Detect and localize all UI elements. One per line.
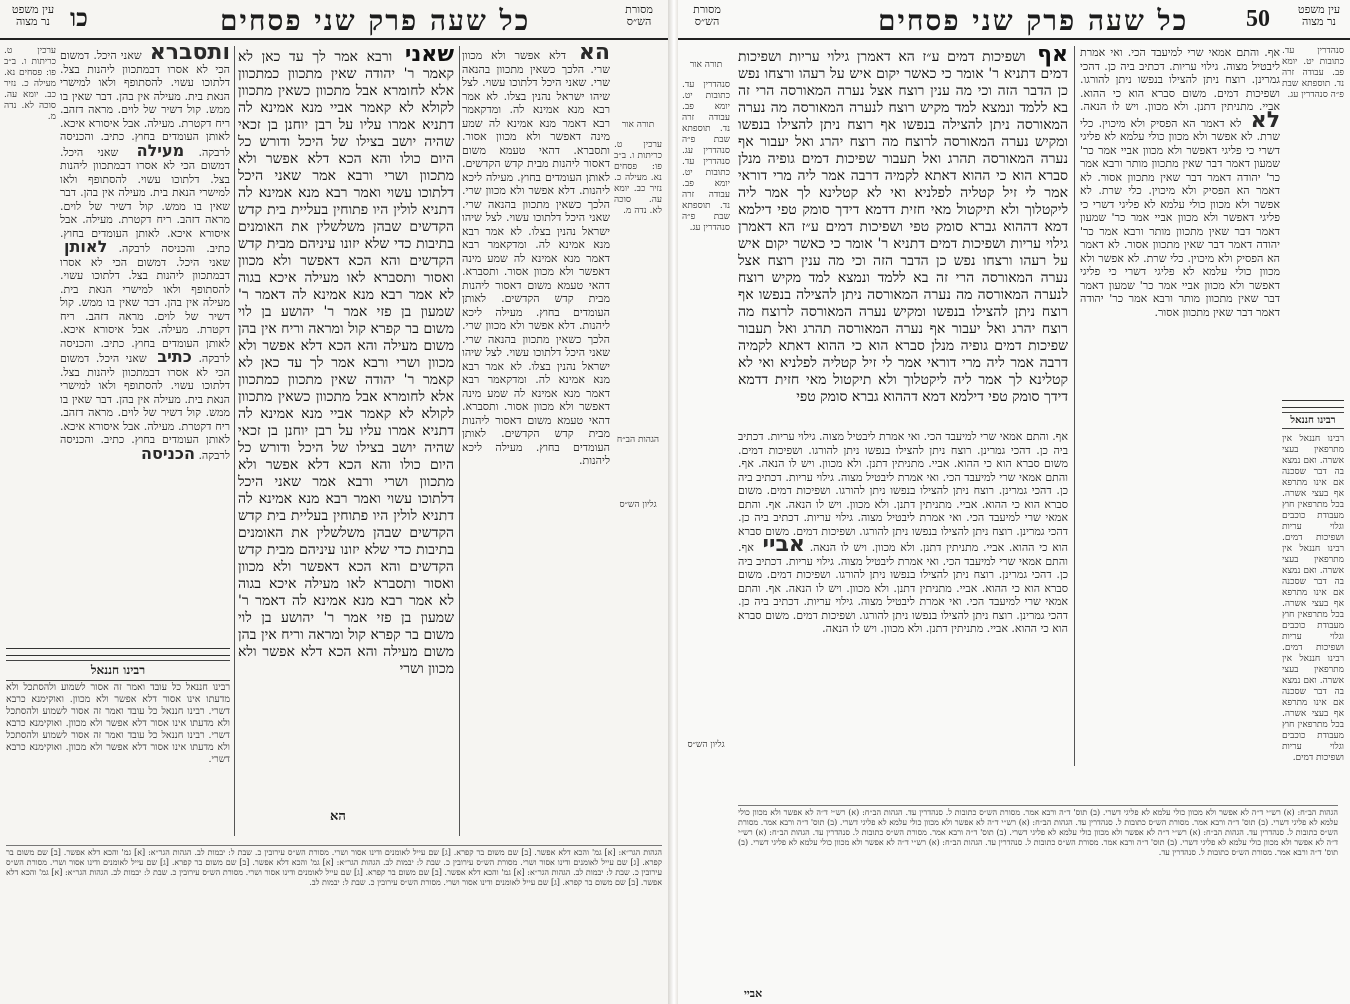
right-footer-text-4: הגהות הב״ח: (א) רש״י ד״ה לא אפשר ולא מכוון כולי עלמא לא פליגי דשרי. (ב) תוס' ד״ה ורבא אמר. מסורת הש״ס כתובות ל. סנהדרין עד. xyxy=(812,828,1244,837)
right-margin-notes xyxy=(682,80,730,720)
left-dibbur-meilah: מעילה xyxy=(136,140,185,160)
right-column-divider xyxy=(1074,46,1075,766)
left-footer-text-5: הגהות הגר״א: [א] גמ' והכא דלא אפשר. [ב] שם משום בר קפרא. [ג] שם עייל לאומנים ודינו אסור ושרי. מסורת הש״ס עירובין כ. שבת ל: יבמות לב. xyxy=(6,868,662,887)
right-margin-notes-1: סנהדרין עד. כתובות יט. יומא פב. עבודה זרה נד. תוספתא שבת פ״ה סנהדרין עג. xyxy=(682,80,730,156)
right-dibbur-lo: לא xyxy=(1250,107,1280,133)
left-footer-text-2: הגהות הגר״א: [א] גמ' והכא דלא אפשר. [ב] שם משום בר קפרא. [ג] שם עייל לאומנים ודינו אסור ושרי. מסורת הש״ס עירובין כ. שבת ל: יבמות לב. xyxy=(6,848,662,867)
left-column-divider-left xyxy=(234,46,235,836)
right-ein-mishpat-margin: סנהדרין עד. כתובות יט. יומא פב. עבודה זרה נד. תוספתא שבת פ״ה סנהדרין עג. xyxy=(1282,46,1344,100)
left-gilyon-label: גליון הש״ס xyxy=(619,500,657,510)
right-commentary-right xyxy=(1080,46,1280,666)
right-talmud-page xyxy=(678,0,1350,1004)
right-chananel-flourish xyxy=(1282,400,1344,408)
left-commentary-right xyxy=(462,46,610,836)
left-column-divider-right xyxy=(459,46,460,836)
left-footer-text-3: הגהות הגר״א: [א] גמ' והכא דלא אפשר. [ב] שם משום בר קפרא. [ג] שם עייל לאומנים ודינו אסור ושרי. מסורת הש״ס עירובין כ. שבת ל: יבמות לב. xyxy=(6,858,662,877)
right-footer-text-1: הגהות הב״ח: (א) רש״י ד״ה לא אפשר ולא מכוון כולי עלמא לא פליגי דשרי. (ב) תוס' ד״ה ורבא אמר. מסורת הש״ס כתובות ל. סנהדרין עד. xyxy=(905,808,1338,817)
left-corner-ref-ner-mitzvah: נר מצוה xyxy=(16,15,50,28)
left-footer-notes xyxy=(6,845,662,998)
left-dibbur-vetisbara: ותסברא xyxy=(149,46,230,65)
left-corner-ref-ein-mishpat: עין משפט xyxy=(11,3,55,16)
right-margin-notes-2: סנהדרין עד. כתובות יט. יומא פב. עבודה זרה נד. תוספתא שבת פ״ה סנהדרין עג. xyxy=(682,157,730,233)
right-commentary-left-text-cont2: אף. והתם אמאי שרי למיעבד הכי. ואי אמרת ליבטיל מצוה. גילוי עריות. דכתיב ביה כן. דהכי גמרינן. רוצח ניתן להצילו בנפשו ניתן להורגו. ושפיכות דמים. משום סברא הוא כי ההוא. אביי. מתניתין דתנן. ולא מכוון. ויש לו הנאה. xyxy=(738,497,1068,554)
left-catchword: הא xyxy=(330,809,346,824)
right-commentary-left-text-cont3: אף. והתם אמאי שרי למיעבד הכי. ואי אמרת ליבטיל מצוה. גילוי עריות. דכתיב ביה כן. דהכי גמרינן. רוצח ניתן להצילו בנפשו ניתן להורגו. ושפיכות דמים. משום סברא הוא כי ההוא. אביי. מתניתין דתנן. ולא מכוון. ויש לו הנאה. xyxy=(738,541,1068,595)
right-dibbur-abaye: אביי xyxy=(762,532,805,557)
left-margin-notes: ערכין ט. כריתות ו. ב״ב פו: פסחים נא. מעילה כ. נזיר כב. יומא עה. סוכה לא. נדה מ. xyxy=(614,140,662,216)
right-gemara-text: ושפיכות דמים ע״ז הא דאמרן גילוי עריות ושפיכות דמים דתניא ר' אומר כי כאשר יקום איש על רעהו ורצחו נפש כן הדבר הזה וכי מה ענין רוצח אצל נערה המאורסה הרי זה בא ללמד ונמצא למד מקיש רוצח לנערה המאורסה מה נערה המאורסה ניתן להצילה בנפשו אף רוצח ניתן להצילו בנפשו ומקיש נערה המאורסה לרוצח מה רוצח יהרג ואל יעבור אף נערה המאורסה תהרג ואל תעבור שפיכות דמים גופיה מנלן סברא הוא כי ההוא דאתא לקמיה דרבה אמר ליה מרי דוראי אמר לי זיל קטליה לפלניא ואי לא קטלינא לך אמר ליה ליקטלוך ולא תיקטול מאי חזית דדמא דידך סומק טפי דילמא דמא דההוא גברא סומק טפי xyxy=(738,49,1068,235)
right-corner-ref-ein-mishpat: עין משפט xyxy=(1297,3,1341,16)
left-commentary-left-text-cont3: שאני היכל. דמשום הכי לא אסרו דבמתכוון ליהנות בצל. דלתוכו עשוי. להסתופף ולאו למישרי הנאת בית. מעילה אין בהן. דבר שאין בו ממש. קול דשיר של לוים. מראה דזהב. ריח דקטרת. מעילה. אבל איסורא איכא. לאותן העומדים בחוץ. כתיב. והכניסה לרבקה. xyxy=(60,352,230,462)
right-page-header xyxy=(678,4,1350,40)
left-dibbur-ktiv: כתיב xyxy=(157,347,192,366)
right-dibbur-af: אף xyxy=(1037,46,1068,67)
right-commentary-left xyxy=(738,430,1068,760)
left-gemara-text: ורבא אמר לך עד כאן לא קאמר ר' יהודה שאין מתכוון כמתכוון אלא לחומרא אבל מתכוון כשאין מתכוון לקולא לא קאמר אביי מנא אמינא לה דתניא אמרו עליו על רבן יוחנן בן זכאי שהיה יושב בצילו של היכל ודורש כל היום כולו והא הכא דלא אפשר ולא מתכוון ושרי ורבא אמר שאני היכל דלתוכו עשוי ואמר רבא מנא אמינא לה דתניא לולין היו פתוחין בעליית בית קדש הקדשים שבהן משלשלין את האומנים בתיבות כדי שלא יזונו עיניהם מבית קדש הקדשים והא הכא דאפשר ולא מכוון ואסור ותסברא לאו מעילה איכא בגוה לא אמר רבא מנא אמינא לה דאמר ר' שמעון בן פזי אמר ר' יהושע בן לוי משום בר קפרא קול ומראה וריח אין בהן משום מעילה והא הכא דלא אפשר ולא מכוון ושרי xyxy=(238,49,454,371)
right-chananel-text-2: רבינו חננאל אין מתרפאין בעצי אשרה. ואם נמצא בה דבר שסכנה אם אינו מתרפא אף בעצי אשרה. בכל מתרפאין חוץ מעבודת כוכבים וגלוי עריות ושפיכות דמים. xyxy=(1282,544,1344,653)
right-torah-or-label: תורה אור xyxy=(689,60,723,70)
right-gemara-column xyxy=(738,46,1068,426)
right-chananel-text-3: רבינו חננאל אין מתרפאין בעצי אשרה. ואם נמצא בה דבר שסכנה אם אינו מתרפא אף בעצי אשרה. בכל מתרפאין חוץ מעבודת כוכבים וגלוי עריות ושפיכות דמים. xyxy=(1282,654,1344,763)
right-footer-text-3: הגהות הב״ח: (א) רש״י ד״ה לא אפשר ולא מכוון כולי עלמא לא פליגי דשרי. (ב) תוס' ד״ה ורבא אמר. מסורת הש״ס כתובות ל. סנהדרין עד. xyxy=(738,818,1338,837)
left-chananel-flourish xyxy=(6,648,230,656)
left-commentary-right-text-cont2: דלא אפשר ולא מכוון שרי. הלכך כשאין מתכוון בהנאה שרי. שאני היכל דלתוכו עשוי. לצל שיהו ישראל נהנין בצלו. לא אמר רבא מנא אמינא לה. ומדקאמר רבא דאמר מנא אמינא לה שמע מינה דאפשר ולא מכוון אסור. ותסברא. דהאי טעמא משום דאסור ליהנות מבית קדש הקדשים. לאותן העומדים בחוץ. מעילה ליכא ליהנות. xyxy=(462,319,610,467)
right-masoret-label: מסורת הש״ס xyxy=(693,3,721,28)
right-commentary-left-text-cont: אף. והתם אמאי שרי למיעבד הכי. ואי אמרת ליבטיל מצוה. גילוי עריות. דכתיב ביה כן. דהכי גמרינן. רוצח ניתן להצילו בנפשו ניתן להורגו. ושפיכות דמים. משום סברא הוא כי ההוא. אביי. מתניתין דתנן. ולא מכוון. ויש לו הנאה. xyxy=(738,457,1068,511)
left-chananel-text-2: רבינו חננאל כל עובד ואמר זה אסור לשמוע ולהסתכל ולא מדעתו אינו אסור דלא אפשר ולא מכוון. ואוקימנא כרבא דשרי. xyxy=(6,706,230,741)
left-footer-text-4: הגהות הגר״א: [א] גמ' והכא דלא אפשר. [ב] שם משום בר קפרא. [ג] שם עייל לאומנים ודינו אסור ושרי. מסורת הש״ס עירובין כ. שבת ל: יבמות לב. xyxy=(110,868,571,877)
left-gemara-column xyxy=(238,46,454,806)
left-rabbeinu-chananel-text xyxy=(6,682,230,832)
left-page-number: כו xyxy=(70,6,88,32)
left-dibbur-shani: שאני xyxy=(404,46,454,67)
right-footer-notes xyxy=(738,805,1338,998)
right-rabbeinu-chananel-text xyxy=(1282,434,1344,834)
left-commentary-left xyxy=(60,46,230,646)
book-gutter xyxy=(668,0,678,1004)
left-torah-or-label: תורה אור xyxy=(621,120,655,130)
right-page-number: 50 xyxy=(1246,6,1270,32)
right-rabbeinu-chananel-title: רבינו חננאל xyxy=(1282,412,1344,429)
right-commentary-left-text: אף. והתם אמאי שרי למיעבד הכי. ואי אמרת ליבטיל מצוה. גילוי עריות. דכתיב ביה כן. דהכי גמרינן. רוצח ניתן להצילו בנפשו ניתן להורגו. ושפיכות דמים. משום סברא הוא כי ההוא. אביי. מתניתין דתנן. ולא מכוון. ויש לו הנאה. xyxy=(738,430,1068,470)
right-commentary-left-text-cont4: אף. והתם אמאי שרי למיעבד הכי. ואי אמרת ליבטיל מצוה. גילוי עריות. דכתיב ביה כן. דהכי גמרינן. רוצח ניתן להצילו בנפשו ניתן להורגו. ושפיכות דמים. משום סברא הוא כי ההוא. אביי. מתניתין דתנן. ולא מכוון. ויש לו הנאה. xyxy=(738,581,1068,635)
left-dibbur-ha: הא xyxy=(578,46,610,65)
right-corner-ref-ner-mitzvah: נר מצוה xyxy=(1302,15,1336,28)
left-commentary-left-text-cont: שאני היכל. דמשום הכי לא אסרו דבמתכוון ליהנות בצל. דלתוכו עשוי. להסתופף ולאו למישרי הנאת בית. מעילה אין בהן. דבר שאין בו ממש. קול דשיר של לוים. מראה דזהב. ריח דקטרת. מעילה. אבל איסורא איכא. לאותן העומדים בחוץ. כתיב. והכניסה לרבקה. xyxy=(60,145,230,255)
left-commentary-right-text-cont: דלא אפשר ולא מכוון שרי. הלכך כשאין מתכוון בהנאה שרי. שאני היכל דלתוכו עשוי. לצל שיהו ישראל נהנין בצלו. לא אמר רבא מנא אמינא לה. ומדקאמר רבא דאמר מנא אמינא לה שמע מינה דאפשר ולא מכוון אסור. ותסברא. דהאי טעמא משום דאסור ליהנות מבית קדש הקדשים. לאותן העומדים בחוץ. מעילה ליכא ליהנות. xyxy=(462,184,610,332)
right-footer-text-2: הגהות הב״ח: (א) רש״י ד״ה לא אפשר ולא מכוון כולי עלמא לא פליגי דשרי. (ב) תוס' ד״ה ורבא אמר. מסורת הש״ס כתובות ל. סנהדרין עד. xyxy=(738,808,1338,827)
left-masoret-label: מסורת הש״ס xyxy=(625,3,653,28)
left-dibbur-leotan: לאותן xyxy=(64,237,108,256)
right-footer-text-6: הגהות הב״ח: (א) רש״י ד״ה לא אפשר ולא מכוון כולי עלמא לא פליגי דשרי. (ב) תוס' ד״ה ורבא אמר. מסורת הש״ס כתובות ל. סנהדרין עד. xyxy=(738,838,1338,857)
left-commentary-left-text-cont2: שאני היכל. דמשום הכי לא אסרו דבמתכוון ליהנות בצל. דלתוכו עשוי. להסתופף ולאו למישרי הנאת בית. מעילה אין בהן. דבר שאין בו ממש. קול דשיר של לוים. מראה דזהב. ריח דקטרת. מעילה. אבל איסורא איכא. לאותן העומדים בחוץ. כתיב. והכניסה לרבקה. xyxy=(60,255,230,365)
right-commentary-right-text-cont: לא דאמר הא הפסיק ולא מיכוין. כלי שרת. לא אפשר ולא מכוון כולי עלמא לא פליגי דשרי כי פליגי דאפשר ולא מכוון אביי אמר כר' שמעון דאמר דבר שאין מתכוון מותר ורבא אמר כר' יהודה דאמר דבר שאין מתכוון אסור. xyxy=(1080,170,1280,251)
left-chananel-text-1: רבינו חננאל כל עובד ואמר זה אסור לשמוע ולהסתכל ולא מדעתו אינו אסור דלא אפשר ולא מכוון. ואוקימנא כרבא דשרי. xyxy=(6,682,230,717)
right-commentary-right-lead: אף. והתם אמאי שרי למיעבד הכי. ואי אמרת ליבטיל מצוה. גילוי עריות. דכתיב ביה כן. דהכי גמרינן. רוצח ניתן להצילו בנפשו ניתן להורגו. ושפיכות דמים. משום סברא הוא כי ההוא. אביי. מתניתין דתנן. ולא מכוון. ויש לו הנאה. xyxy=(1080,46,1280,113)
left-ein-mishpat-margin: ערכין ט. כריתות ו. ב״ב פו: פסחים נא. מעילה כ. נזיר כב. יומא עה. סוכה לא. נדה מ. xyxy=(4,46,56,122)
right-commentary-right-text: לא דאמר הא הפסיק ולא מיכוין. כלי שרת. לא אפשר ולא מכוון כולי עלמא לא פליגי דשרי כי פליגי דאפשר ולא מכוון אביי אמר כר' שמעון דאמר דבר שאין מתכוון מותר ורבא אמר כר' יהודה דאמר דבר שאין מתכוון אסור. xyxy=(1080,116,1280,184)
left-talmud-page xyxy=(0,0,668,1004)
right-footer-text-5: הגהות הב״ח: (א) רש״י ד״ה לא אפשר ולא מכוון כולי עלמא לא פליגי דשרי. (ב) תוס' ד״ה ורבא אמר. מסורת הש״ס כתובות ל. סנהדרין עד. xyxy=(738,828,1338,847)
right-chananel-text-1: רבינו חננאל אין מתרפאין בעצי אשרה. ואם נמצא בה דבר שסכנה אם אינו מתרפא אף בעצי אשרה. בכל מתרפאין חוץ מעבודת כוכבים וגלוי עריות ושפיכות דמים. xyxy=(1282,434,1344,543)
right-commentary-right-text-cont2: לא דאמר הא הפסיק ולא מיכוין. כלי שרת. לא אפשר ולא מכוון כולי עלמא לא פליגי דשרי כי פליגי דאפשר ולא מכוון אביי אמר כר' שמעון דאמר דבר שאין מתכוון מותר ורבא אמר כר' יהודה דאמר דבר שאין מתכוון אסור. xyxy=(1080,238,1280,319)
left-commentary-left-text: שאני היכל. דמשום הכי לא אסרו דבמתכוון ליהנות בצל. דלתוכו עשוי. להסתופף ולאו למישרי הנאת בית. מעילה אין בהן. דבר שאין בו ממש. קול דשיר של לוים. מראה דזהב. ריח דקטרת. מעילה. אבל איסורא איכא. לאותן העומדים בחוץ. כתיב. והכניסה לרבקה. xyxy=(60,49,230,159)
left-hagahot-label: הגהות הב״ח xyxy=(616,435,660,445)
right-page-title: כל שעה פרק שני פסחים xyxy=(878,4,1189,37)
left-page-header xyxy=(0,4,668,40)
right-catchword: אביי xyxy=(744,987,763,1000)
left-commentary-right-text: דלא אפשר ולא מכוון שרי. הלכך כשאין מתכוון בהנאה שרי. שאני היכל דלתוכו עשוי. לצל שיהו ישראל נהנין בצלו. לא אמר רבא מנא אמינא לה. ומדקאמר רבא דאמר מנא אמינא לה שמע מינה דאפשר ולא מכוון אסור. ותסברא. דהאי טעמא משום דאסור ליהנות מבית קדש הקדשים. לאותן העומדים בחוץ. מעילה ליכא ליהנות. xyxy=(462,49,610,197)
left-chananel-text-3: רבינו חננאל כל עובד ואמר זה אסור לשמוע ולהסתכל ולא מדעתו אינו אסור דלא אפשר ולא מכוון. ואוקימנא כרבא דשרי. xyxy=(6,730,230,765)
left-footer-text-1: הגהות הגר״א: [א] גמ' והכא דלא אפשר. [ב] שם משום בר קפרא. [ג] שם עייל לאומנים ודינו אסור ושרי. מסורת הש״ס עירובין כ. שבת ל: יבמות לב. xyxy=(194,848,662,857)
left-dibbur-hakhnisah: הכניסה xyxy=(141,443,195,463)
left-gemara-text-cont: ורבא אמר לך עד כאן לא קאמר ר' יהודה שאין מתכוון כמתכוון אלא לחומרא אבל מתכוון כשאין מתכוון לקולא לא קאמר אביי מנא אמינא לה דתניא אמרו עליו על רבן יוחנן בן זכאי שהיה יושב בצילו של היכל ודורש כל היום כולו והא הכא דלא אפשר ולא מתכוון ושרי ורבא אמר שאני היכל דלתוכו עשוי ואמר רבא מנא אמינא לה דתניא לולין היו פתוחין בעליית בית קדש הקדשים שבהן משלשלין את האומנים בתיבות כדי שלא יזונו עיניהם מבית קדש הקדשים והא הכא דאפשר ולא מכוון ואסור ותסברא לאו מעילה איכא בגוה לא אמר רבא מנא אמינא לה דאמר ר' שמעון בן פזי אמר ר' יהושע בן לוי משום בר קפרא קול ומראה וריח אין בהן משום מעילה והא הכא דלא אפשר ולא מכוון ושרי xyxy=(238,355,454,677)
left-rabbeinu-chananel-title: רבינו חננאל xyxy=(6,660,230,681)
left-page-title: כל שעה פרק שני פסחים xyxy=(220,4,531,37)
right-gilyon-label: גליון הש״ס xyxy=(687,740,725,750)
right-gemara-text-cont: ושפיכות דמים ע״ז הא דאמרן גילוי עריות ושפיכות דמים דתניא ר' אומר כי כאשר יקום איש על רעהו ורצחו נפש כן הדבר הזה וכי מה ענין רוצח אצל נערה המאורסה הרי זה בא ללמד ונמצא למד מקיש רוצח לנערה המאורסה מה נערה המאורסה ניתן להצילה בנפשו אף רוצח ניתן להצילו בנפשו ומקיש נערה המאורסה לרוצח מה רוצח יהרג ואל יעבור אף נערה המאורסה תהרג ואל תעבור שפיכות דמים גופיה מנלן סברא הוא כי ההוא דאתא לקמיה דרבה אמר ליה מרי דוראי אמר לי זיל קטליה לפלניא ואי לא קטלינא לך אמר ליה ליקטלוך ולא תיקטול מאי חזית דדמא דידך סומק טפי דילמא דמא דההוא גברא סומק טפי xyxy=(738,219,1068,405)
